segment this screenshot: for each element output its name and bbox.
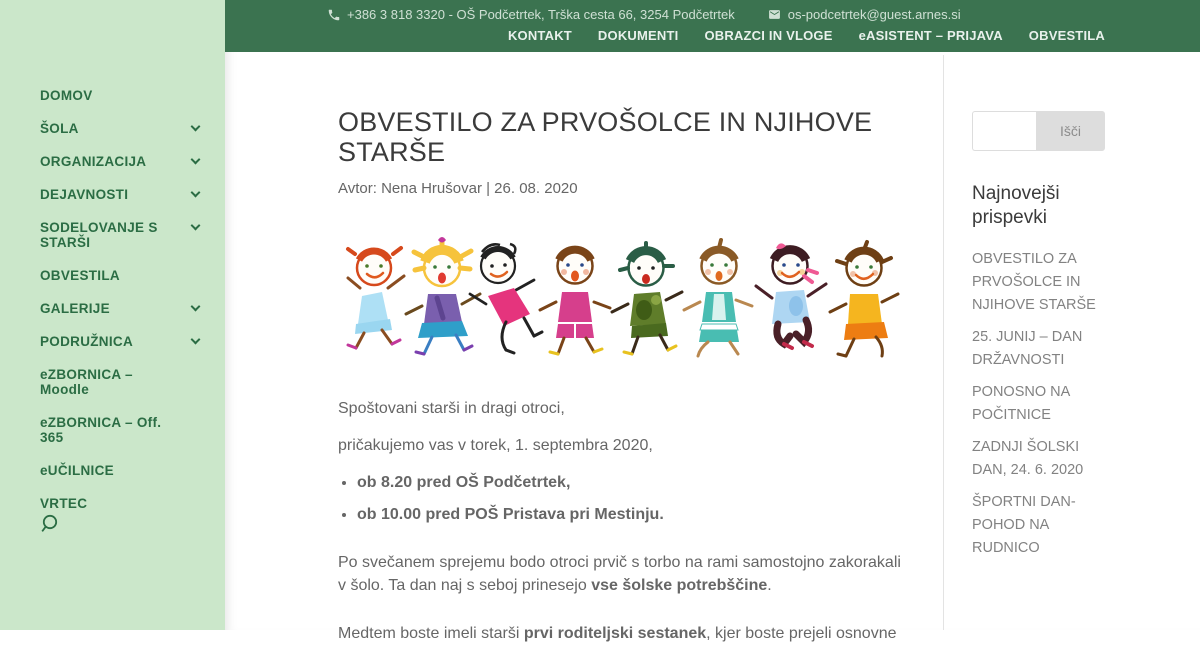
sidebar-item-obvestila[interactable]: OBVESTILA: [40, 268, 120, 283]
recent-posts-list: [972, 248, 1112, 560]
phone-text: +386 3 818 3320 - OŠ Podčetrtek, Trška cesta 66, 3254 Podčetrtek: [347, 7, 735, 22]
search-icon[interactable]: [40, 513, 62, 535]
article: [338, 52, 913, 645]
chevron-down-icon: [191, 335, 201, 345]
sidebar-item-eucilnice[interactable]: eUČILNICE: [40, 463, 114, 478]
sidebar-item-ezbornica-moodle[interactable]: eZBORNICA – Moodle: [40, 367, 133, 397]
menu-item-easistent-prijava[interactable]: eASISTENT – PRIJAVA: [858, 28, 1003, 43]
sidebar-item-ezbornica-off365[interactable]: eZBORNICA – Off. 365: [40, 415, 162, 445]
sidebar-item-podruznica[interactable]: PODRUŽNICA: [0, 334, 225, 349]
paragraph-ceremony: Po svečanem sprejemu bodo otroci prvič s torbo na rami samostojno zakorakali v šolo. Ta dan naj s seboj prinesejo vse šolske potrebščine.: [338, 554, 901, 594]
right-sidebar: [972, 52, 1112, 569]
paragraph-date: pričakujemo vas v torek, 1. septembra 2020,: [338, 437, 653, 454]
email-contact[interactable]: [767, 7, 961, 22]
sidebar-item-organizacija[interactable]: ORGANIZACIJA: [0, 154, 225, 169]
recent-post-link[interactable]: ŠPORTNI DAN- POHOD NA RUDNICO: [972, 494, 1076, 556]
paragraph-greeting: Spoštovani starši in dragi otroci,: [338, 400, 565, 417]
children-illustration-image: [338, 218, 908, 356]
chevron-down-icon: [191, 155, 201, 165]
post-meta: Avtor: Nena Hrušovar | 26. 08. 2020: [338, 180, 578, 197]
phone-icon: [327, 8, 341, 22]
phone-contact: [327, 7, 735, 22]
email-text[interactable]: os-podcetrtek@guest.arnes.si: [787, 7, 961, 22]
column-divider: [943, 55, 944, 630]
sidebar-item-sola[interactable]: ŠOLA: [0, 121, 225, 136]
page-title: OBVESTILO ZA PRVOŠOLCE IN NJIHOVE STARŠE: [338, 107, 873, 167]
chevron-down-icon: [191, 221, 201, 231]
contact-row: [327, 7, 961, 22]
chevron-down-icon: [191, 302, 201, 312]
left-sidebar: [0, 0, 225, 630]
search-input[interactable]: [972, 111, 1036, 151]
recent-post-link[interactable]: 25. JUNIJ – DAN DRŽAVNOSTI: [972, 329, 1083, 368]
schedule-list: [357, 471, 913, 526]
recent-post-link[interactable]: ZADNJI ŠOLSKI DAN, 24. 6. 2020: [972, 439, 1084, 478]
top-header-bar: [225, 0, 1200, 52]
menu-item-dokumenti[interactable]: DOKUMENTI: [597, 28, 679, 43]
article-body: [338, 397, 913, 645]
search-button[interactable]: Išči: [1036, 111, 1105, 151]
recent-posts-heading: Najnovejši prispevki: [972, 183, 1060, 228]
sidebar-item-galerije[interactable]: GALERIJE: [0, 301, 225, 316]
search-form: [972, 111, 1105, 151]
menu-item-obvestila[interactable]: OBVESTILA: [1028, 28, 1105, 43]
menu-item-kontakt[interactable]: KONTAKT: [507, 28, 572, 43]
sidebar-item-sodelovanje-s-starsi[interactable]: SODELOVANJE S STARŠI: [0, 220, 225, 250]
list-item: • ob 10.00 pred POŠ Pristava pri Mestinju.: [357, 503, 913, 526]
recent-post-link[interactable]: PONOSNO NA POČITNICE: [972, 384, 1070, 423]
chevron-down-icon: [191, 188, 201, 198]
chevron-down-icon: [191, 122, 201, 132]
list-item: • ob 8.20 pred OŠ Podčetrtek,: [357, 471, 913, 494]
sidebar-item-domov[interactable]: DOMOV: [40, 88, 93, 103]
menu-item-obrazci-in-vloge[interactable]: OBRAZCI IN VLOGE: [704, 28, 833, 43]
sidebar-nav: [0, 0, 225, 511]
email-icon: [767, 8, 782, 21]
secondary-menu: [508, 28, 1105, 43]
sidebar-item-dejavnosti[interactable]: DEJAVNOSTI: [0, 187, 225, 202]
sidebar-item-vrtec[interactable]: VRTEC: [40, 496, 88, 511]
recent-post-link[interactable]: OBVESTILO ZA PRVOŠOLCE IN NJIHOVE STARŠE: [972, 251, 1096, 313]
paragraph-meeting: Medtem boste imeli starši prvi roditeljski sestanek, kjer boste prejeli osnovne: [338, 625, 897, 642]
